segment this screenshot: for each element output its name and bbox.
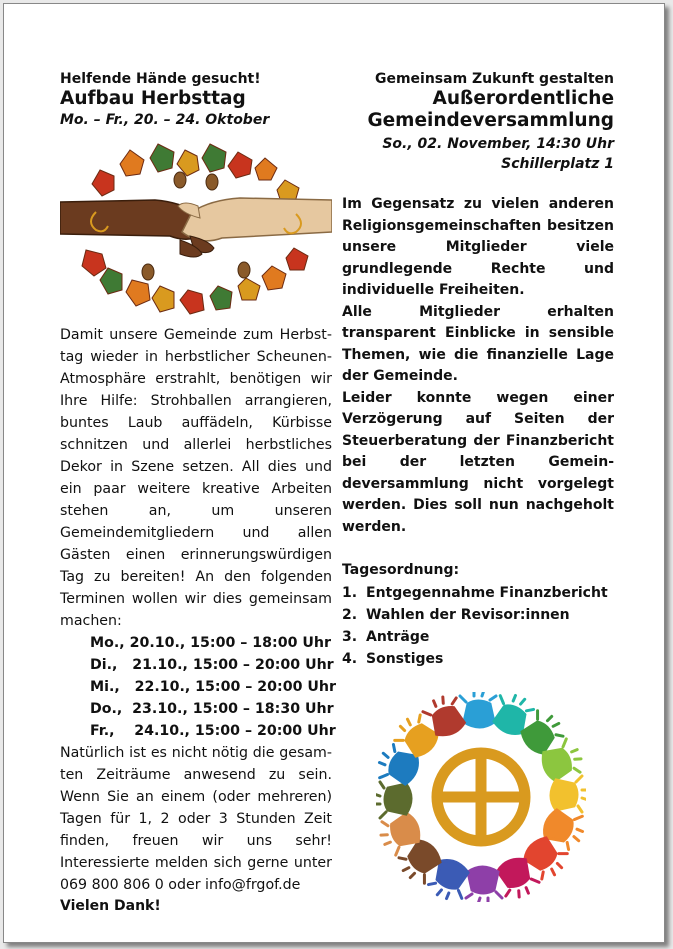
agenda-number: 1.	[342, 584, 358, 601]
hand-shape	[551, 776, 586, 812]
agenda-number: 4.	[342, 650, 358, 667]
left-title: Aufbau Herbsttag	[60, 88, 246, 109]
right-place-line: Schillerplatz 1	[501, 156, 614, 172]
date-item: Di., 21.10., 15:00 – 20:00 Uhr	[90, 657, 334, 673]
left-column	[60, 70, 337, 918]
date-item: Do., 23.10., 15:00 – 18:30 Uhr	[90, 701, 334, 717]
agenda-list	[342, 582, 614, 670]
right-column	[342, 70, 614, 902]
left-date-line: Mo. – Fr., 20. – 24. Oktober	[60, 112, 270, 128]
date-item: Mo., 20.10., 15:00 – 18:00 Uhr	[90, 635, 332, 651]
hand-shape	[376, 782, 411, 818]
hand-shape	[466, 867, 502, 902]
agenda-number: 3.	[342, 628, 358, 645]
thanks: Vielen Dank!	[60, 898, 161, 914]
right-para3: Leider konnte wegen einer Verzögerung auf Seiten der Steuerberatung der Finanzbericht bei der letzten Gemeindeversammlung nicht vorgelegt werden. Dies soll nun nachgeholt werden.	[342, 389, 614, 535]
right-title-line2: Gemeindeversammlung	[367, 110, 614, 131]
agenda-item	[342, 626, 614, 648]
right-para2: Alle Mitglieder erhalten transparent Einblicke in sensible Themen, wie die finanzielle Lage der Gemeinde.	[342, 303, 614, 384]
flyer-page	[3, 3, 665, 943]
right-kicker: Gemeinsam Zukunft gestalten	[374, 71, 614, 87]
right-para1: Im Gegensatz zu vielen anderen Religionsgemeinschaften besitzen unsere Mitglieder viele grundlegende Rechte und individuelle Freiheiten.	[342, 196, 614, 298]
left-paragraph: Damit unsere Gemeinde zum Herbsttag wieder in herbstlicher Scheunen-Atmosphäre erstrahlt, benötigen wir Ihre Hilfe: Strohballen arrangieren, buntes Laub auffädeln, Kürbisse schnitzen und allerlei herbstliches Dekor in Szene setzen. All dies und ein paar weitere kreative Arbeiten stehen an, um unseren Gemeindemitgliedern und allen Gästen einen erinnerungswürdigen Tag zu bereiten! An den folgenden Terminen wollen wir dies gemeinsam machen:	[60, 327, 332, 629]
date-item: Mi., 22.10., 15:00 – 20:00 Uhr	[90, 679, 337, 695]
agenda-title: Tagesordnung:	[342, 562, 460, 578]
date-list	[60, 632, 337, 742]
left-closing: Natürlich ist es nicht nötig die gesamten Zeiträume anwesend zu sein. Wenn Sie an einem (oder mehreren) Tagen für 1, 2 oder 3 Stunden Zeit finden, freuen wir uns sehr! Interessierte melden sich gerne unter 069 800 806 0 oder info@frgof.de	[60, 745, 332, 893]
agenda-item	[342, 582, 614, 604]
agenda-item	[342, 648, 614, 670]
right-date-line: So., 02. November, 14:30 Uhr	[382, 136, 614, 152]
agenda-text: Entgegennahme Finanzbericht	[366, 584, 608, 601]
date-item: Fr., 24.10., 15:00 – 20:00 Uhr	[90, 723, 336, 739]
agenda-item	[342, 604, 614, 626]
handshake-autumn-leaves-icon	[60, 140, 332, 318]
right-title-line1: Außerordentliche	[432, 88, 614, 109]
agenda-text: Sonstiges	[366, 650, 444, 667]
left-kicker: Helfende Hände gesucht!	[60, 71, 261, 87]
hands-circle-cross-icon	[376, 692, 586, 902]
agenda-number: 2.	[342, 606, 358, 623]
agenda-text: Wahlen der Revisor:innen	[366, 606, 570, 623]
agenda-text: Anträge	[366, 628, 430, 645]
